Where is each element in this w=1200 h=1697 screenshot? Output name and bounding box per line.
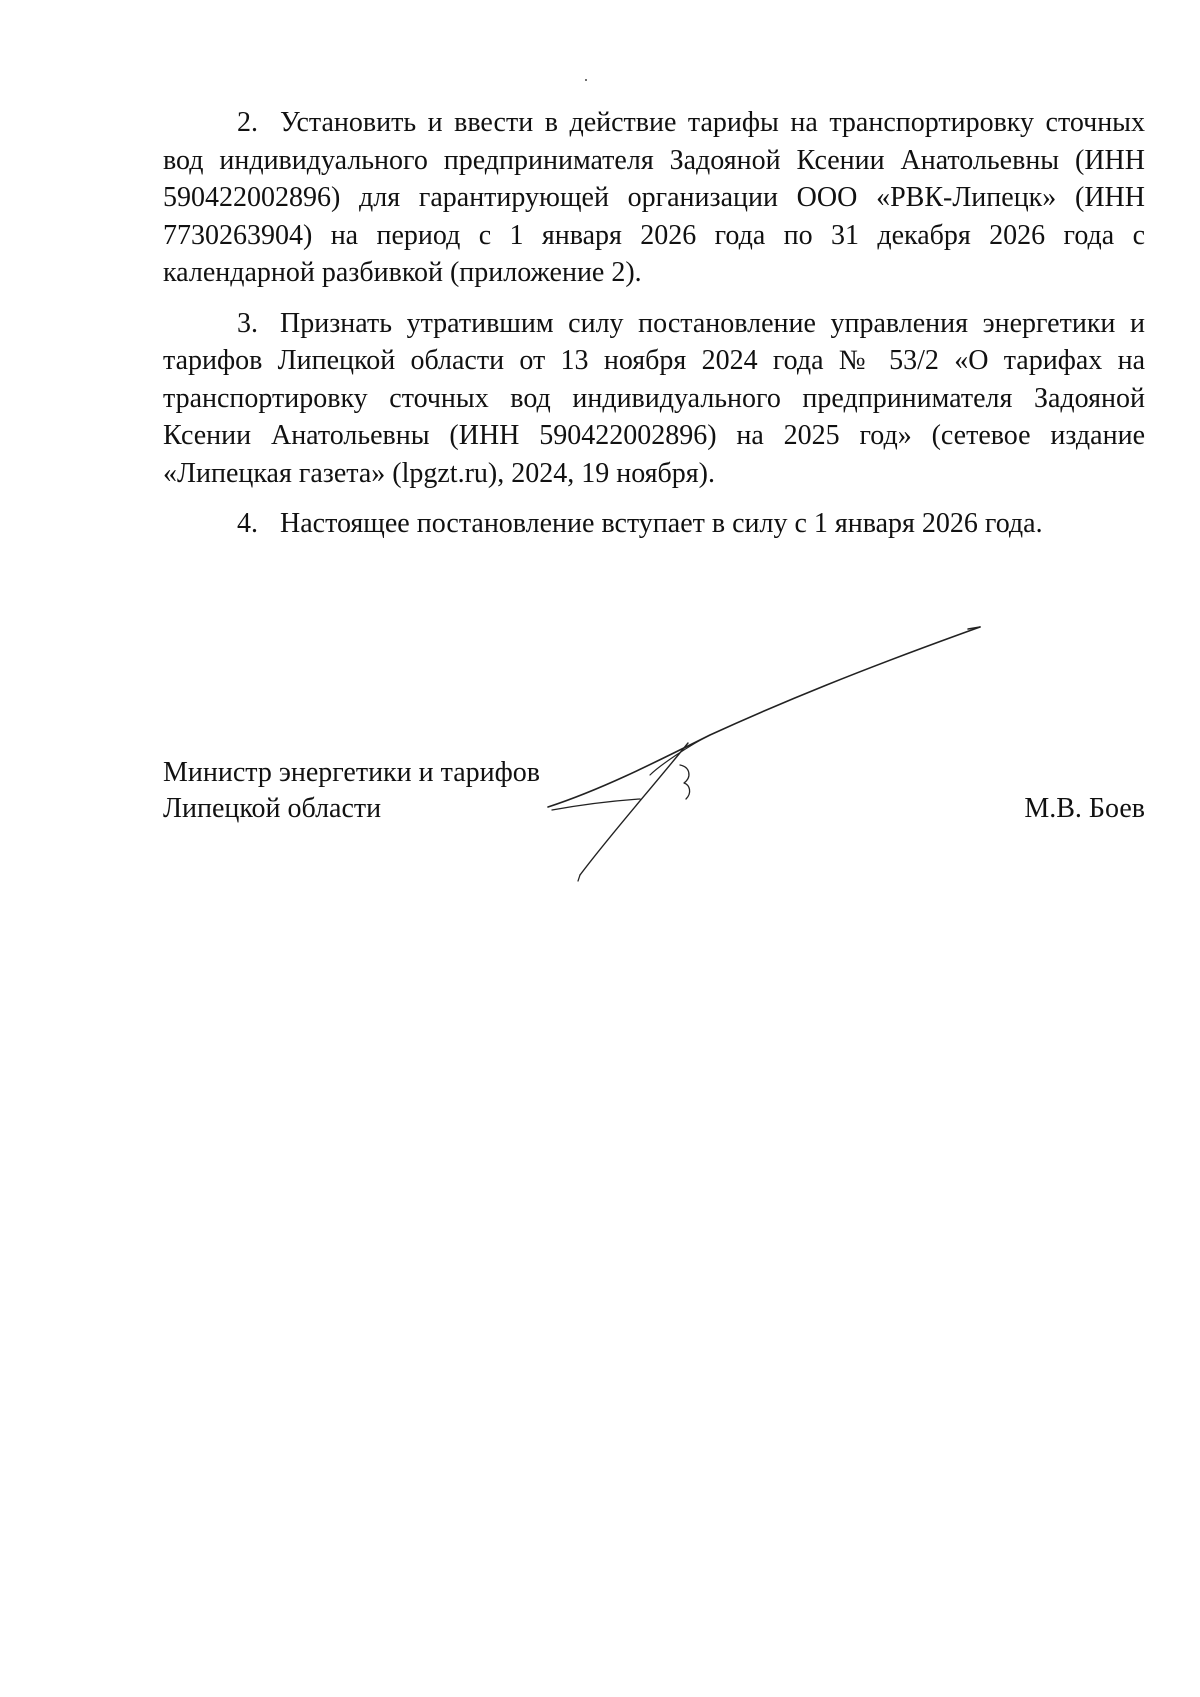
paragraph-number: 4.	[237, 508, 258, 539]
signatory-position-line-2: Липецкой области	[163, 793, 382, 824]
signatory-name: М.В. Боев	[1024, 793, 1145, 824]
paragraph-text: Настоящее постановление вступает в силу с 1 января 2026 года.	[280, 508, 1043, 539]
document-body	[163, 104, 1145, 556]
handwritten-signature	[540, 615, 990, 885]
paragraph-number: 2.	[237, 107, 258, 138]
paragraph-2	[163, 104, 1145, 292]
paragraph-text: Признать утратившим силу постановление управления энергетики и тарифов Липецкой области от 13 ноября 2024 года № 53/2 «О тарифах на транспортировку сточных вод индивидуального предпринимателя Задояной Ксении Анатольевны (ИНН 590422002896) на 2025 год» (сетевое издание «Липецкая газета» (lpgzt.ru), 2024, 19 ноября).	[163, 307, 1145, 489]
signatory-position	[163, 755, 540, 827]
paragraph-text: Установить и ввести в действие тарифы на транспортировку сточных вод индивидуального предпринимателя Задояной Ксении Анатольевны (ИНН 590422002896) для гарантирующей организации ООО «РВК-Липецк» (ИНН 7730263904) на период с 1 января 2026 года по 31 декабря 2026 года с календарной разбивкой (приложение 2).	[163, 107, 1145, 288]
paragraph-4	[163, 505, 1145, 543]
paragraph-number: 3.	[237, 307, 258, 339]
signatory-position-line-1: Министр энергетики и тарифов	[163, 757, 540, 788]
paragraph-3	[163, 305, 1145, 493]
scan-speck	[585, 79, 587, 81]
